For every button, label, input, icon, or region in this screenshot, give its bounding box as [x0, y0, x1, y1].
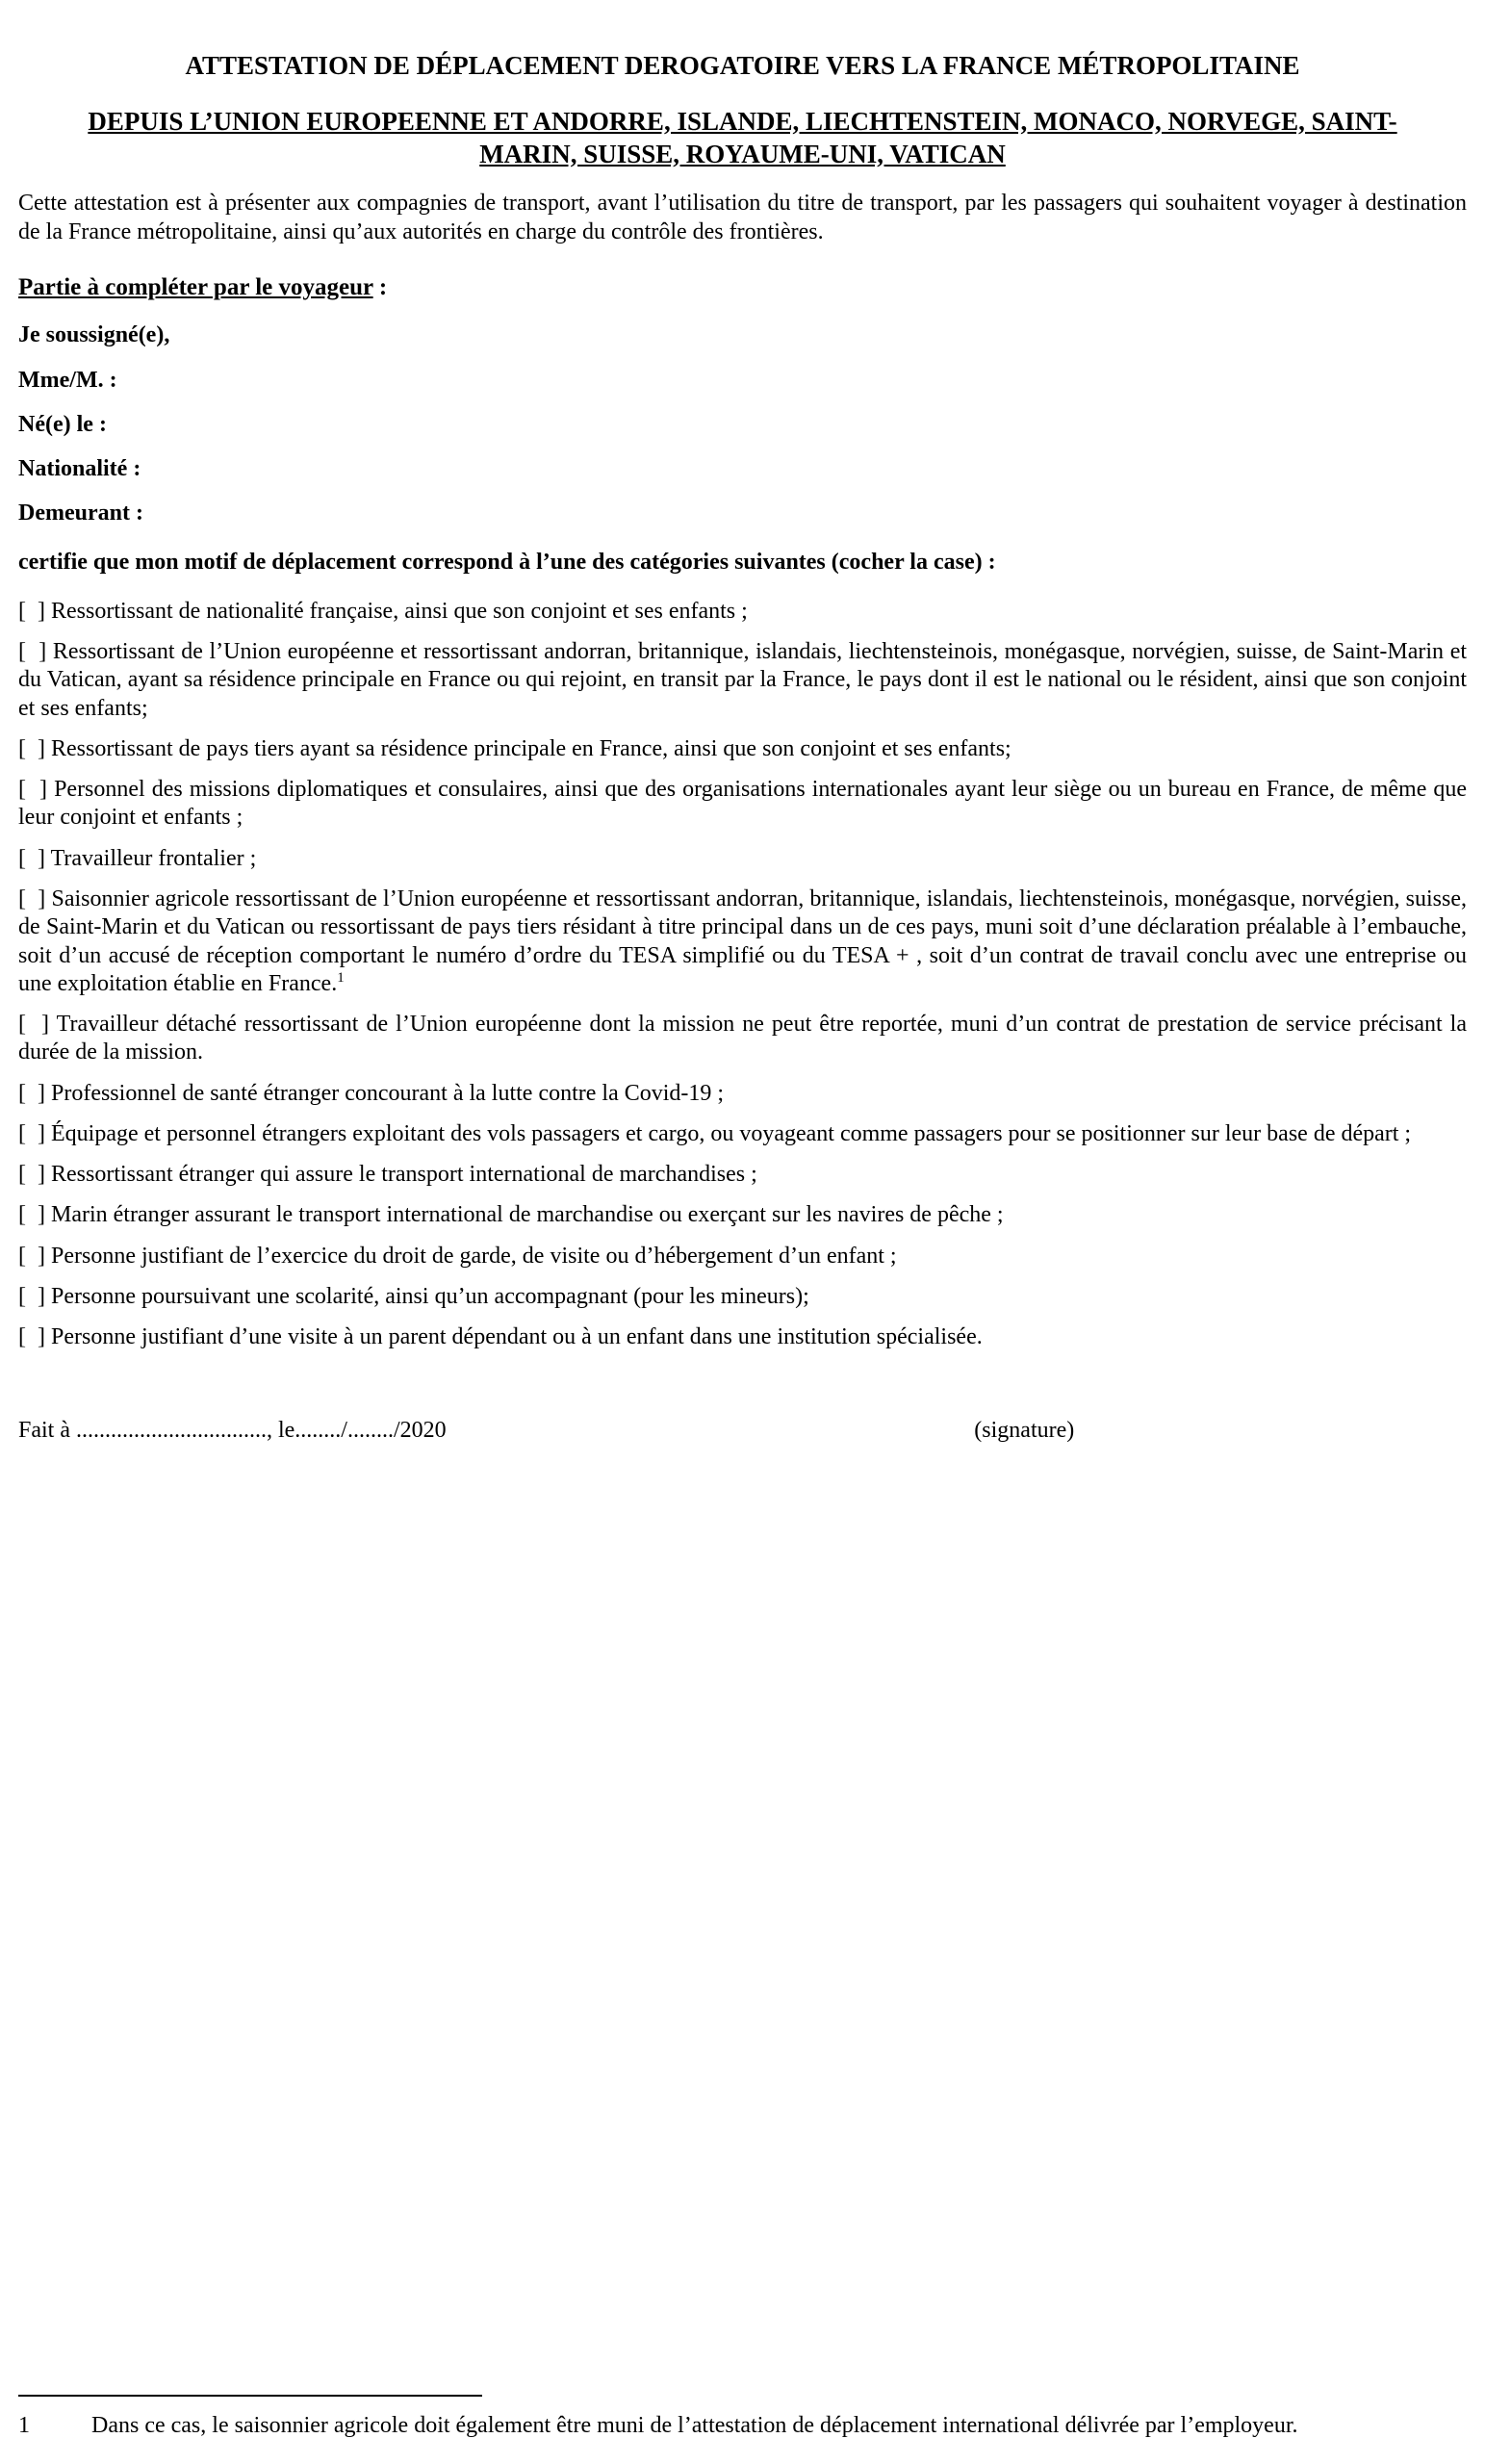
checkbox-item — [18, 1243, 1467, 1270]
checkbox: [ ] — [18, 1162, 45, 1188]
field-demeurant: Demeurant : — [18, 500, 143, 526]
checkbox-item — [18, 735, 1467, 763]
checkbox-item — [18, 1201, 1467, 1229]
footnote-area — [18, 2395, 1467, 2440]
footnote-text: Dans ce cas, le saisonnier agricole doit également être muni de l’attestation de déplacement international délivrée par l’employeur. — [91, 2412, 1298, 2438]
checkbox-item-text: Travailleur frontalier ; — [50, 845, 257, 871]
checkbox-item-text: Marin étranger assurant le transport international de marchandise ou exerçant sur les navires de pêche ; — [50, 1202, 1004, 1228]
checkbox: [ ] — [18, 845, 45, 871]
checkbox-item — [18, 1161, 1467, 1189]
doc-title: ATTESTATION DE DÉPLACEMENT DEROGATOIRE VERS LA FRANCE MÉTROPOLITAINE — [185, 51, 1300, 80]
checkbox-item — [18, 1283, 1467, 1311]
checkbox-item-text: Ressortissant étranger qui assure le transport international de marchandises ; — [50, 1162, 757, 1188]
checkbox-item-text: Ressortissant de nationalité française, ainsi que son conjoint et ses enfants ; — [50, 598, 748, 624]
field-je-soussigne: Je soussigné(e), — [18, 322, 170, 348]
section-heading-colon: : — [372, 273, 388, 300]
checkbox-item — [18, 598, 1467, 626]
signature-label: (signature) — [974, 1418, 1075, 1444]
checkbox-item-text: Personne justifiant d’une visite à un parent dépendant ou à un enfant dans une institution spécialisée. — [50, 1324, 983, 1350]
checkbox-item — [18, 1323, 1467, 1351]
checkbox-item — [18, 1011, 1467, 1067]
section-heading — [18, 273, 1467, 303]
checkbox: [ ] — [18, 735, 45, 761]
checkbox-item-text: Personnel des missions diplomatiques et consulaires, ainsi que des organisations internationales ayant leur siège ou un bureau en France, de même que leur conjoint et enfants ; — [18, 777, 1468, 831]
footnote-marker: 1 — [337, 969, 345, 986]
checkbox: [ ] — [18, 1120, 45, 1146]
checkbox-item-text: Équipage et personnel étrangers exploitant des vols passagers et cargo, ou voyageant comme passagers pour se positionner sur leur base de départ ; — [50, 1120, 1412, 1146]
section-heading-text: Partie à compléter par le voyageur — [18, 273, 373, 300]
checkbox-item — [18, 886, 1467, 998]
checkbox-item — [18, 1120, 1467, 1148]
checkbox: [ ] — [18, 1324, 45, 1350]
checkbox: [ ] — [18, 886, 46, 911]
field-nationalite: Nationalité : — [18, 456, 141, 482]
checkbox: [ ] — [18, 1243, 45, 1269]
doc-subtitle — [74, 106, 1412, 171]
checkbox: [ ] — [18, 1202, 45, 1228]
checkbox: [ ] — [18, 639, 47, 665]
checkbox: [ ] — [18, 598, 45, 624]
checkbox: [ ] — [18, 1080, 45, 1106]
checkbox-item-text: Travailleur détaché ressortissant de l’Union européenne dont la mission ne peut être reportée, muni d’un contrat de prestation de service précisant la durée de la mission. — [18, 1012, 1468, 1065]
checkbox-item — [18, 1080, 1467, 1108]
checkbox-item — [18, 845, 1467, 873]
checkbox-item-text: Personne justifiant de l’exercice du droit de garde, de visite ou d’hébergement d’un enfant ; — [50, 1243, 897, 1269]
footnote — [18, 2412, 1467, 2440]
checkbox: [ ] — [18, 1012, 50, 1038]
certify-line: certifie que mon motif de déplacement correspond à l’une des catégories suivantes (cocher la case) : — [18, 549, 996, 575]
field-ne-le: Né(e) le : — [18, 411, 107, 437]
checkbox: [ ] — [18, 777, 48, 803]
footnote-separator — [18, 2395, 482, 2397]
checkbox: [ ] — [18, 1283, 45, 1309]
field-mme-m: Mme/M. : — [18, 367, 117, 393]
checkbox-item-text: Ressortissant de pays tiers ayant sa résidence principale en France, ainsi que son conjoint et ses enfants; — [50, 735, 1011, 761]
closing-row — [18, 1417, 1467, 1445]
checkbox-list — [18, 598, 1467, 1365]
checkbox-item — [18, 776, 1467, 833]
doc-subtitle-text: DEPUIS L’UNION EUROPEENNE ET ANDORRE, ISLANDE, LIECHTENSTEIN, MONACO, NORVEGE, SAINT-MARIN, SUISSE, ROYAUME-UNI, VATICAN — [88, 106, 1397, 168]
checkbox-item-text: Personne poursuivant une scolarité, ainsi qu’un accompagnant (pour les mineurs); — [50, 1283, 809, 1309]
fait-a-line: Fait à ................................., le......../......../2020 — [18, 1418, 447, 1444]
intro-paragraph: Cette attestation est à présenter aux compagnies de transport, avant l’utilisation du titre de transport, par les passagers qui souhaitent voyager à destination de la France métropolitaine, ainsi qu’aux autorités en charge du contrôle des frontières. — [18, 191, 1467, 244]
footnote-number: 1 — [18, 2412, 30, 2438]
checkbox-item-text: Professionnel de santé étranger concourant à la lutte contre la Covid-19 ; — [50, 1080, 725, 1106]
checkbox-item-text: Saisonnier agricole ressortissant de l’Union européenne et ressortissant andorran, britannique, islandais, liechtensteinois, monégasque, norvégien, suisse, de Saint-Marin et du Vatican ou ressortissant de pays tiers résidant à titre principal dans un de ces pays, muni soit d’une déclaration préalable à l’embauche, soit d’un accusé de réception comportant le numéro d’ordre du TESA simplifié ou du TESA + , soit d’un contrat de travail conclu avec une entreprise ou une exploitation établie en France. — [18, 886, 1468, 996]
checkbox-item — [18, 638, 1467, 723]
checkbox-item-text: Ressortissant de l’Union européenne et ressortissant andorran, britannique, islandais, liechtensteinois, monégasque, norvégien, suisse, de Saint-Marin et du Vatican, ayant sa résidence principale en France ou qui rejoint, en transit par la France, le pays dont il est le national ou le résident, ainsi que son conjoint et ses enfants; — [18, 639, 1468, 721]
